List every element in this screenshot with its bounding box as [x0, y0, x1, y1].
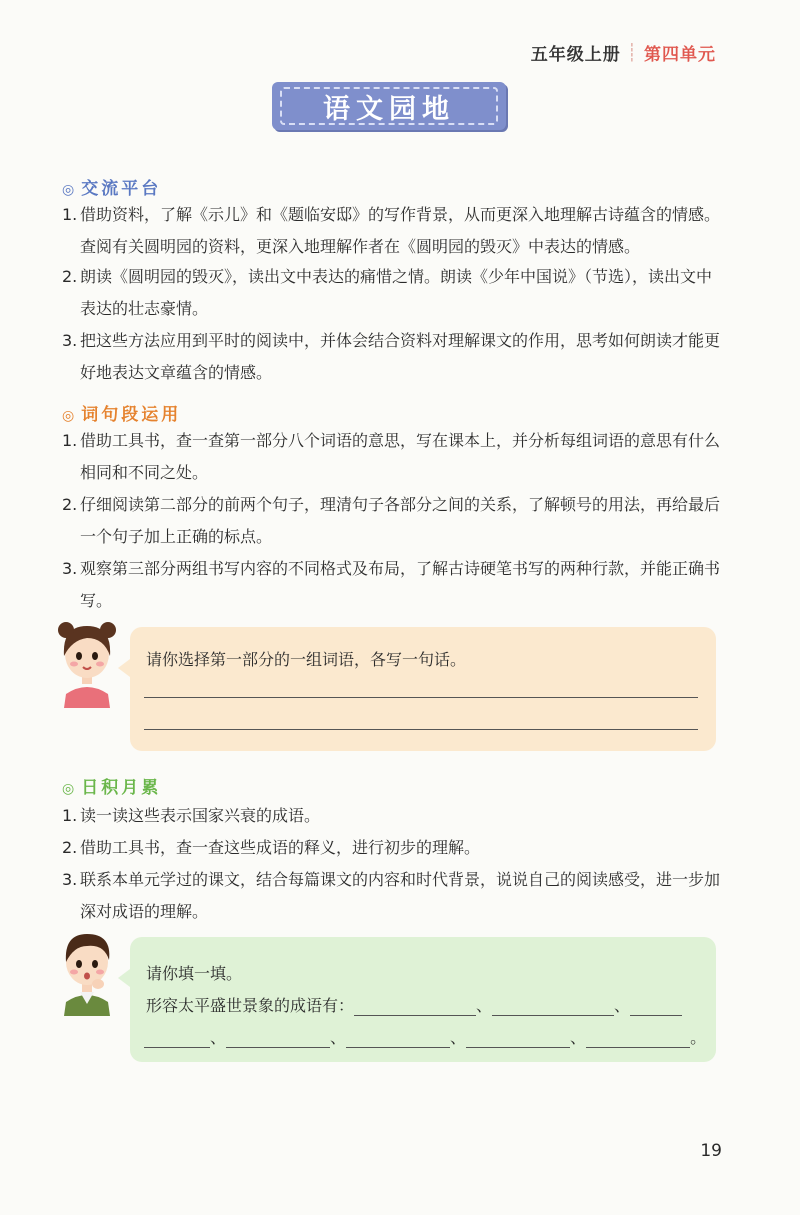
header-separator: ┊ — [626, 42, 638, 63]
fill-prompt: 请你填一填。 — [146, 964, 243, 983]
blank-3[interactable] — [630, 997, 682, 1016]
boy-avatar-icon — [54, 926, 120, 1020]
blank-6[interactable] — [466, 1029, 570, 1048]
separator: 、 — [614, 996, 631, 1015]
section-title-text: 日积月累 — [81, 778, 162, 798]
list-item: 1. 读一读这些表示国家兴衰的成语。 — [62, 806, 321, 825]
separator: 、 — [476, 996, 493, 1015]
section-title-text: 词句段运用 — [81, 405, 182, 425]
accumulate-list — [62, 800, 722, 928]
title-banner — [272, 82, 506, 130]
unit-label: 第四单元 — [644, 45, 716, 65]
writing-prompt-box — [130, 627, 716, 751]
section-title-words — [62, 400, 181, 425]
blank-2[interactable] — [492, 997, 614, 1016]
list-item: 3. 观察第三部分两组书写内容的不同格式及布局，了解古诗硬笔书写的两种行款，并能正确书写。 — [62, 559, 721, 610]
fill-row-2 — [144, 1025, 706, 1048]
separator: 、 — [570, 1028, 587, 1047]
girl-avatar-icon — [52, 614, 122, 712]
ring-icon: ◎ — [62, 182, 78, 198]
list-item: 2. 仔细阅读第二部分的前两个句子，理清句子各部分之间的关系，了解顿号的用法，再给最后一个句子加上正确的标点。 — [62, 495, 721, 546]
section-title-accumulate — [62, 773, 161, 798]
page-title: 语文园地 — [323, 93, 455, 125]
list-item: 3. 联系本单元学过的课文，结合每篇课文的内容和时代背景，说说自己的阅读感受，进一步加深对成语的理解。 — [62, 870, 721, 921]
exchange-list — [62, 199, 722, 389]
end-mark: 。 — [690, 1028, 707, 1047]
separator: 、 — [450, 1028, 467, 1047]
list-item: 1. 借助资料，了解《示儿》和《题临安邸》的写作背景，从而更深入地理解古诗蕴含的情感。查阅有关圆明园的资料，更深入地理解作者在《圆明园的毁灭》中表达的情感。 — [62, 205, 721, 256]
blank-1[interactable] — [354, 997, 476, 1016]
fill-label: 形容太平盛世景象的成语有： — [146, 996, 355, 1015]
blank-3-cont[interactable] — [144, 1029, 210, 1048]
separator: 、 — [210, 1028, 227, 1047]
list-item: 1. 借助工具书，查一查第一部分八个词语的意思，写在课本上，并分析每组词语的意思有什么相同和不同之处。 — [62, 431, 721, 482]
grade-label: 五年级上册 — [530, 45, 621, 65]
blank-5[interactable] — [346, 1029, 450, 1048]
answer-line-2[interactable] — [144, 729, 698, 730]
separator: 、 — [330, 1028, 347, 1047]
ring-icon: ◎ — [62, 781, 78, 797]
answer-line-1[interactable] — [144, 697, 698, 698]
header — [531, 40, 716, 65]
list-item: 2. 朗读《圆明园的毁灭》，读出文中表达的痛惜之情。朗读《少年中国说》（节选），读出文中表达的壮志豪情。 — [62, 267, 713, 318]
ring-icon: ◎ — [62, 408, 78, 424]
title-frame — [280, 87, 498, 125]
section-title-exchange — [62, 174, 161, 199]
list-item: 2. 借助工具书，查一查这些成语的释义，进行初步的理解。 — [62, 838, 481, 857]
list-item: 3. 把这些方法应用到平时的阅读中，并体会结合资料对理解课文的作用，思考如何朗读才能更好地表达文章蕴含的情感。 — [62, 331, 721, 382]
fill-row-1 — [146, 993, 682, 1016]
fill-in-box — [130, 937, 716, 1062]
section-title-text: 交流平台 — [81, 179, 162, 199]
blank-4[interactable] — [226, 1029, 330, 1048]
words-list — [62, 425, 722, 617]
page-number: 19 — [700, 1141, 722, 1161]
writing-prompt: 请你选择第一部分的一组词语，各写一句话。 — [146, 650, 467, 669]
blank-7[interactable] — [586, 1029, 690, 1048]
